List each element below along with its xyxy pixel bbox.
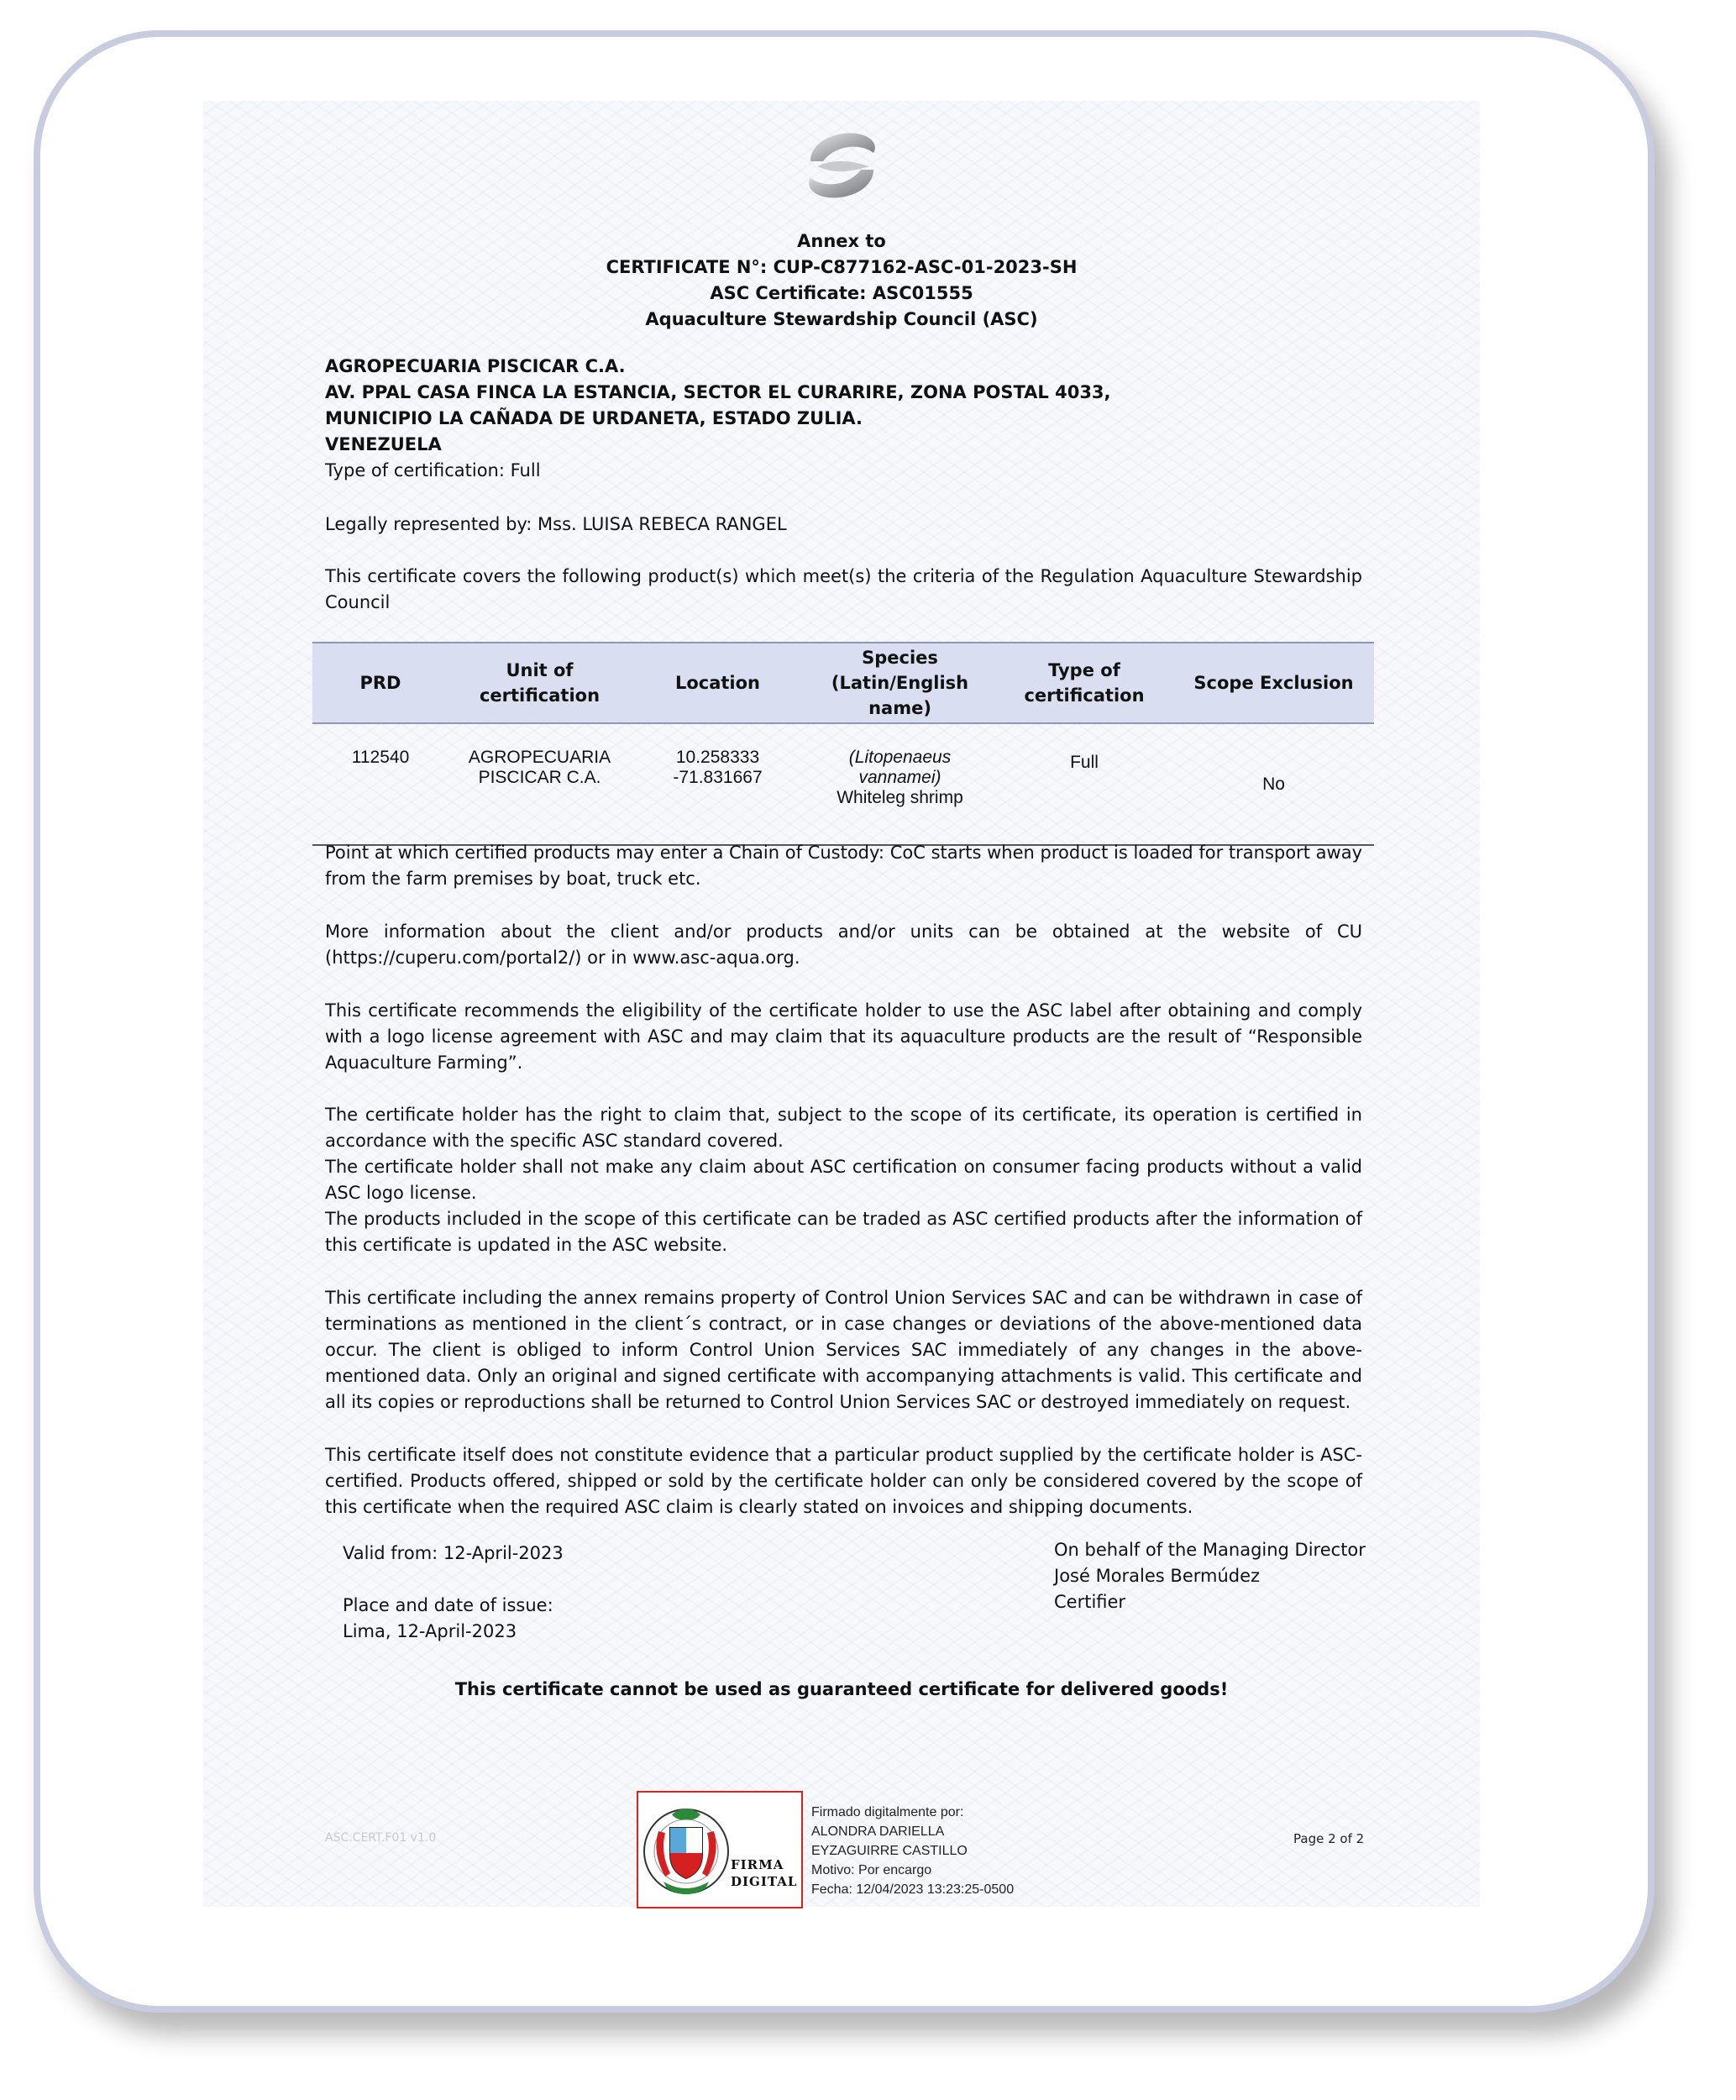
property-paragraph: This certificate including the annex remains property of Control Union Services SAC and can be withdrawn in case of terminations as mentioned in the client´s contract, or in case changes or deviations of the above-mentioned data occur. The client is obliged to inform Control Union Services SAC immediately of any changes in the above-mentioned data. Only an original and signed certificate with accompanying attachments is valid. This certificate and all its copies or reproductions shall be returned to Control Union Services SAC or destroyed immediately on request. [325,1288,1362,1412]
traded-paragraph: The products included in the scope of this certificate can be traded as ASC certified products after the information of this certificate is updated in the ASC website. [325,1209,1362,1255]
evidence-paragraph: This certificate itself does not constitute evidence that a particular product supplied by the certificate holder is ASC-certified. Products offered, shipped or sold by the certificate holder can only be considered covered by the scope of this certificate when the required ASC claim is clearly stated on invoices and shipping documents. [325,1445,1362,1517]
cell-species-latin-1: (Litopenaeus [848,748,952,767]
col-header-location: Location [631,643,805,723]
cell-unit [448,723,631,845]
form-code: ASC.CERT.F01 v1.0 [325,1831,437,1845]
cell-unit-line1: AGROPECUARIA [468,748,611,767]
cell-scope-exclusion: No [1173,723,1374,845]
col-header-type: Type of certification [995,643,1173,723]
cell-species [805,723,995,845]
signature-date: Fecha: 12/04/2023 13:23:25-0500 [811,1882,1015,1897]
company-address-line2: MUNICIPIO LA CAÑADA DE URDANETA, ESTADO ZULIA. [325,408,863,428]
legal-representative: Legally represented by: Mss. LUISA REBECA RANGEL [325,514,787,534]
digital-signature-details [811,1803,1014,1899]
cell-location [631,723,805,845]
stamp-line2: DIGITAL [731,1874,798,1889]
table-row [312,723,1374,845]
guarantee-warning: This certificate cannot be used as guaranteed certificate for delivered goods! [454,1679,1229,1699]
place-date-value: Lima, 12-April-2023 [343,1621,517,1641]
col-header-unit: Unit of certification [448,643,631,723]
valid-from: Valid from: 12-April-2023 [343,1543,564,1563]
certificate-number: CERTIFICATE N°: CUP-C877162-ASC-01-2023-SH [606,257,1078,277]
col-header-scope-exclusion: Scope Exclusion [1173,643,1374,723]
products-table [312,642,1374,846]
council-name: Aquaculture Stewardship Council (ASC) [645,309,1038,329]
control-union-logo-icon [802,128,882,203]
right-claim-paragraph: The certificate holder has the right to claim that, subject to the scope of its certificate, its operation is certified in accordance with the specific ASC standard covered. [325,1105,1362,1151]
col-header-prd: PRD [312,643,448,723]
cell-type: Full [995,723,1173,845]
signed-by-label: Firmado digitalmente por: [811,1805,964,1819]
table-header-row [312,643,1374,723]
covers-statement: This certificate covers the following product(s) which meet(s) the criteria of the Regulation Aquaculture Stewardship Council [325,566,1362,612]
recommends-paragraph: This certificate recommends the eligibility of the certificate holder to use the ASC label after obtaining and comply with a logo license agreement with ASC and may claim that its aquaculture products are the result of “Responsible Aquaculture Farming”. [325,1000,1362,1073]
certification-type: Type of certification: Full [325,460,541,480]
digital-signature-stamp [637,1791,803,1908]
no-claim-paragraph: The certificate holder shall not make any claim about ASC certification on consumer facing products without a valid ASC logo license. [325,1157,1362,1203]
place-date-label: Place and date of issue: [343,1595,553,1615]
more-info-paragraph: More information about the client and/or products and/or units can be obtained at the website of CU (https://cuperu.com/portal2/) or in www.asc-aqua.org. [325,921,1362,968]
coc-paragraph: Point at which certified products may enter a Chain of Custody: CoC starts when product is loaded for transport away from the farm premises by boat, truck etc. [325,843,1362,889]
cell-unit-line2: PISCICAR C.A. [478,768,601,787]
signatory-name: José Morales Bermúdez [1054,1566,1261,1586]
firma-digital-label [731,1856,797,1890]
cell-species-latin-2: vannamei) [858,768,941,787]
signer-name-line2: EYZAGUIRRE CASTILLO [811,1844,968,1858]
certificate-header [203,228,1480,333]
claims-block [325,1102,1362,1258]
on-behalf: On behalf of the Managing Director [1054,1540,1366,1560]
page-number: Page 2 of 2 [1293,1831,1365,1846]
cell-species-english: Whiteleg shrimp [837,788,963,807]
signature-reason: Motivo: Por encargo [811,1863,932,1877]
signatory-block [1054,1537,1366,1615]
signatory-role: Certifier [1054,1592,1126,1612]
company-country: VENEZUELA [325,434,442,454]
asc-certificate-number: ASC Certificate: ASC01555 [710,283,973,303]
peru-coat-of-arms-icon [640,1794,732,1908]
company-name: AGROPECUARIA PISCICAR C.A. [325,356,626,376]
cell-longitude: -71.831667 [673,768,763,787]
annex-title: Annex to [797,231,886,251]
signer-name-line1: ALONDRA DARIELLA [811,1824,945,1839]
cell-latitude: 10.258333 [675,748,760,767]
col-header-species: Species (Latin/English name) [805,643,995,723]
company-address-line1: AV. PPAL CASA FINCA LA ESTANCIA, SECTOR EL CURARIRE, ZONA POSTAL 4033, [325,382,1111,402]
company-block [325,354,1362,484]
stamp-line1: FIRMA [731,1857,784,1872]
validity-block [343,1541,564,1645]
cell-prd: 112540 [312,723,448,845]
